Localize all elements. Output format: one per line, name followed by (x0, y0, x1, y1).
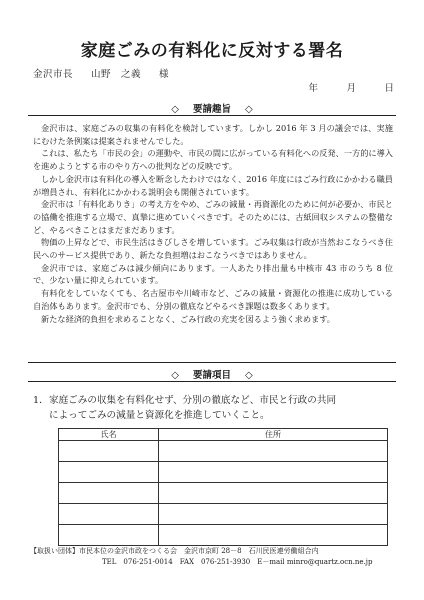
table-row (59, 462, 388, 483)
paragraph: しかし金沢市は有料化の導入を断念したわけではなく、2016 年度にはごみ行政にかかわる職員が増員され、有料化にかかわる説明会も開催されています。 (33, 173, 393, 197)
date-line (280, 80, 394, 94)
day-label: 日 (384, 83, 394, 94)
request-item-line: 家庭ごみの収集を有料化せず、分別の徹底など、市民と行政の共同 (49, 395, 337, 406)
paragraph: 金沢市は「有料化ありき」の考え方をやめ、ごみの減量・再資源化のために何が必要か、市民との協働を推進する立場で、真摯に進めていくべきです。そのためには、古紙回収システムの整備など、やるべきことはまだまだあります。 (33, 199, 393, 235)
footer-organization: 【取扱い団体】市民本位の金沢市政をつくる会 金沢市京町 28－8 石川民医連労働組合内 (30, 547, 319, 555)
name-cell[interactable] (59, 483, 159, 504)
paragraph: 新たな経済的負担を求めることなく、ごみ行政の充実を図るよう強く求めます。 (41, 313, 335, 324)
diamond-icon: ◇ (245, 104, 253, 115)
paragraph: これは、私たち「市民の会」の運動や、市民の間に広がっている有料化への反発、一方的に導入を進めようとする市のやり方への批判などの反映です。 (33, 148, 393, 172)
section-divider (28, 362, 396, 363)
section-divider (28, 381, 396, 382)
address-cell[interactable] (159, 441, 388, 462)
section-title-purpose: 要請趣旨 (192, 104, 231, 115)
table-row (59, 525, 388, 546)
section-heading-purpose (0, 101, 424, 115)
paragraph: 物価の上昇などで、市民生活はきびしさを増しています。ごみ収集は行政が当然おこなうべき住民へのサービス提供であり、新たな負担増はおこなうべきではありません。 (33, 237, 393, 261)
paragraph: 金沢市は、家庭ごみの収集の有料化を検討しています。しかし 2016 年 3 月の議会では、実施にむけた条例案は提案されませんでした。 (33, 123, 393, 146)
address-cell[interactable] (159, 504, 388, 525)
name-cell[interactable] (59, 462, 159, 483)
name-cell[interactable] (59, 441, 159, 462)
signature-table (58, 428, 388, 546)
paragraph: 有料化をしていなくても、名古屋市や川崎市など、ごみの減量・資源化の推進に成功している自治体もあります。金沢市でも、分別の徹底などやるべき課題は数多くあります。 (33, 288, 393, 311)
address-cell[interactable] (159, 525, 388, 546)
month-label: 月 (346, 83, 356, 94)
table-row (59, 504, 388, 525)
page-title: 家庭ごみの有料化に反対する署名 (80, 41, 344, 61)
addressee-name: 山野 之義 (91, 69, 142, 80)
diamond-icon: ◇ (171, 104, 179, 115)
purpose-body (33, 122, 393, 325)
addressee (33, 66, 187, 80)
addressee-honorific: 様 (159, 69, 170, 80)
section-divider (28, 115, 396, 116)
diamond-icon: ◇ (245, 370, 253, 381)
name-cell[interactable] (59, 525, 159, 546)
section-heading-items (0, 367, 424, 381)
address-cell[interactable] (159, 462, 388, 483)
request-item-number: 1． (33, 395, 49, 406)
table-row (59, 483, 388, 504)
year-label: 年 (308, 83, 318, 94)
diamond-icon: ◇ (171, 370, 179, 381)
name-cell[interactable] (59, 504, 159, 525)
addressee-office: 金沢市長 (33, 69, 74, 80)
request-item-line: によってごみの減量と資源化を推進していくこと。 (49, 410, 270, 421)
request-item (33, 393, 398, 423)
table-row (59, 441, 388, 462)
section-title-items: 要請項目 (192, 370, 231, 381)
paragraph: 金沢市では、家庭ごみは減少傾向にあります。一人あたり排出量も中核市 43 市のうち 8 位で、少ない量に抑えられています。 (33, 262, 393, 286)
address-cell[interactable] (159, 483, 388, 504)
name-column-header: 氏名 (59, 429, 159, 441)
footer (30, 546, 410, 567)
address-column-header: 住所 (159, 429, 388, 441)
footer-contact: TEL 076-251-0014 FAX 076-251-3930 E－mail minro@quartz.ocn.ne.jp (102, 557, 373, 566)
